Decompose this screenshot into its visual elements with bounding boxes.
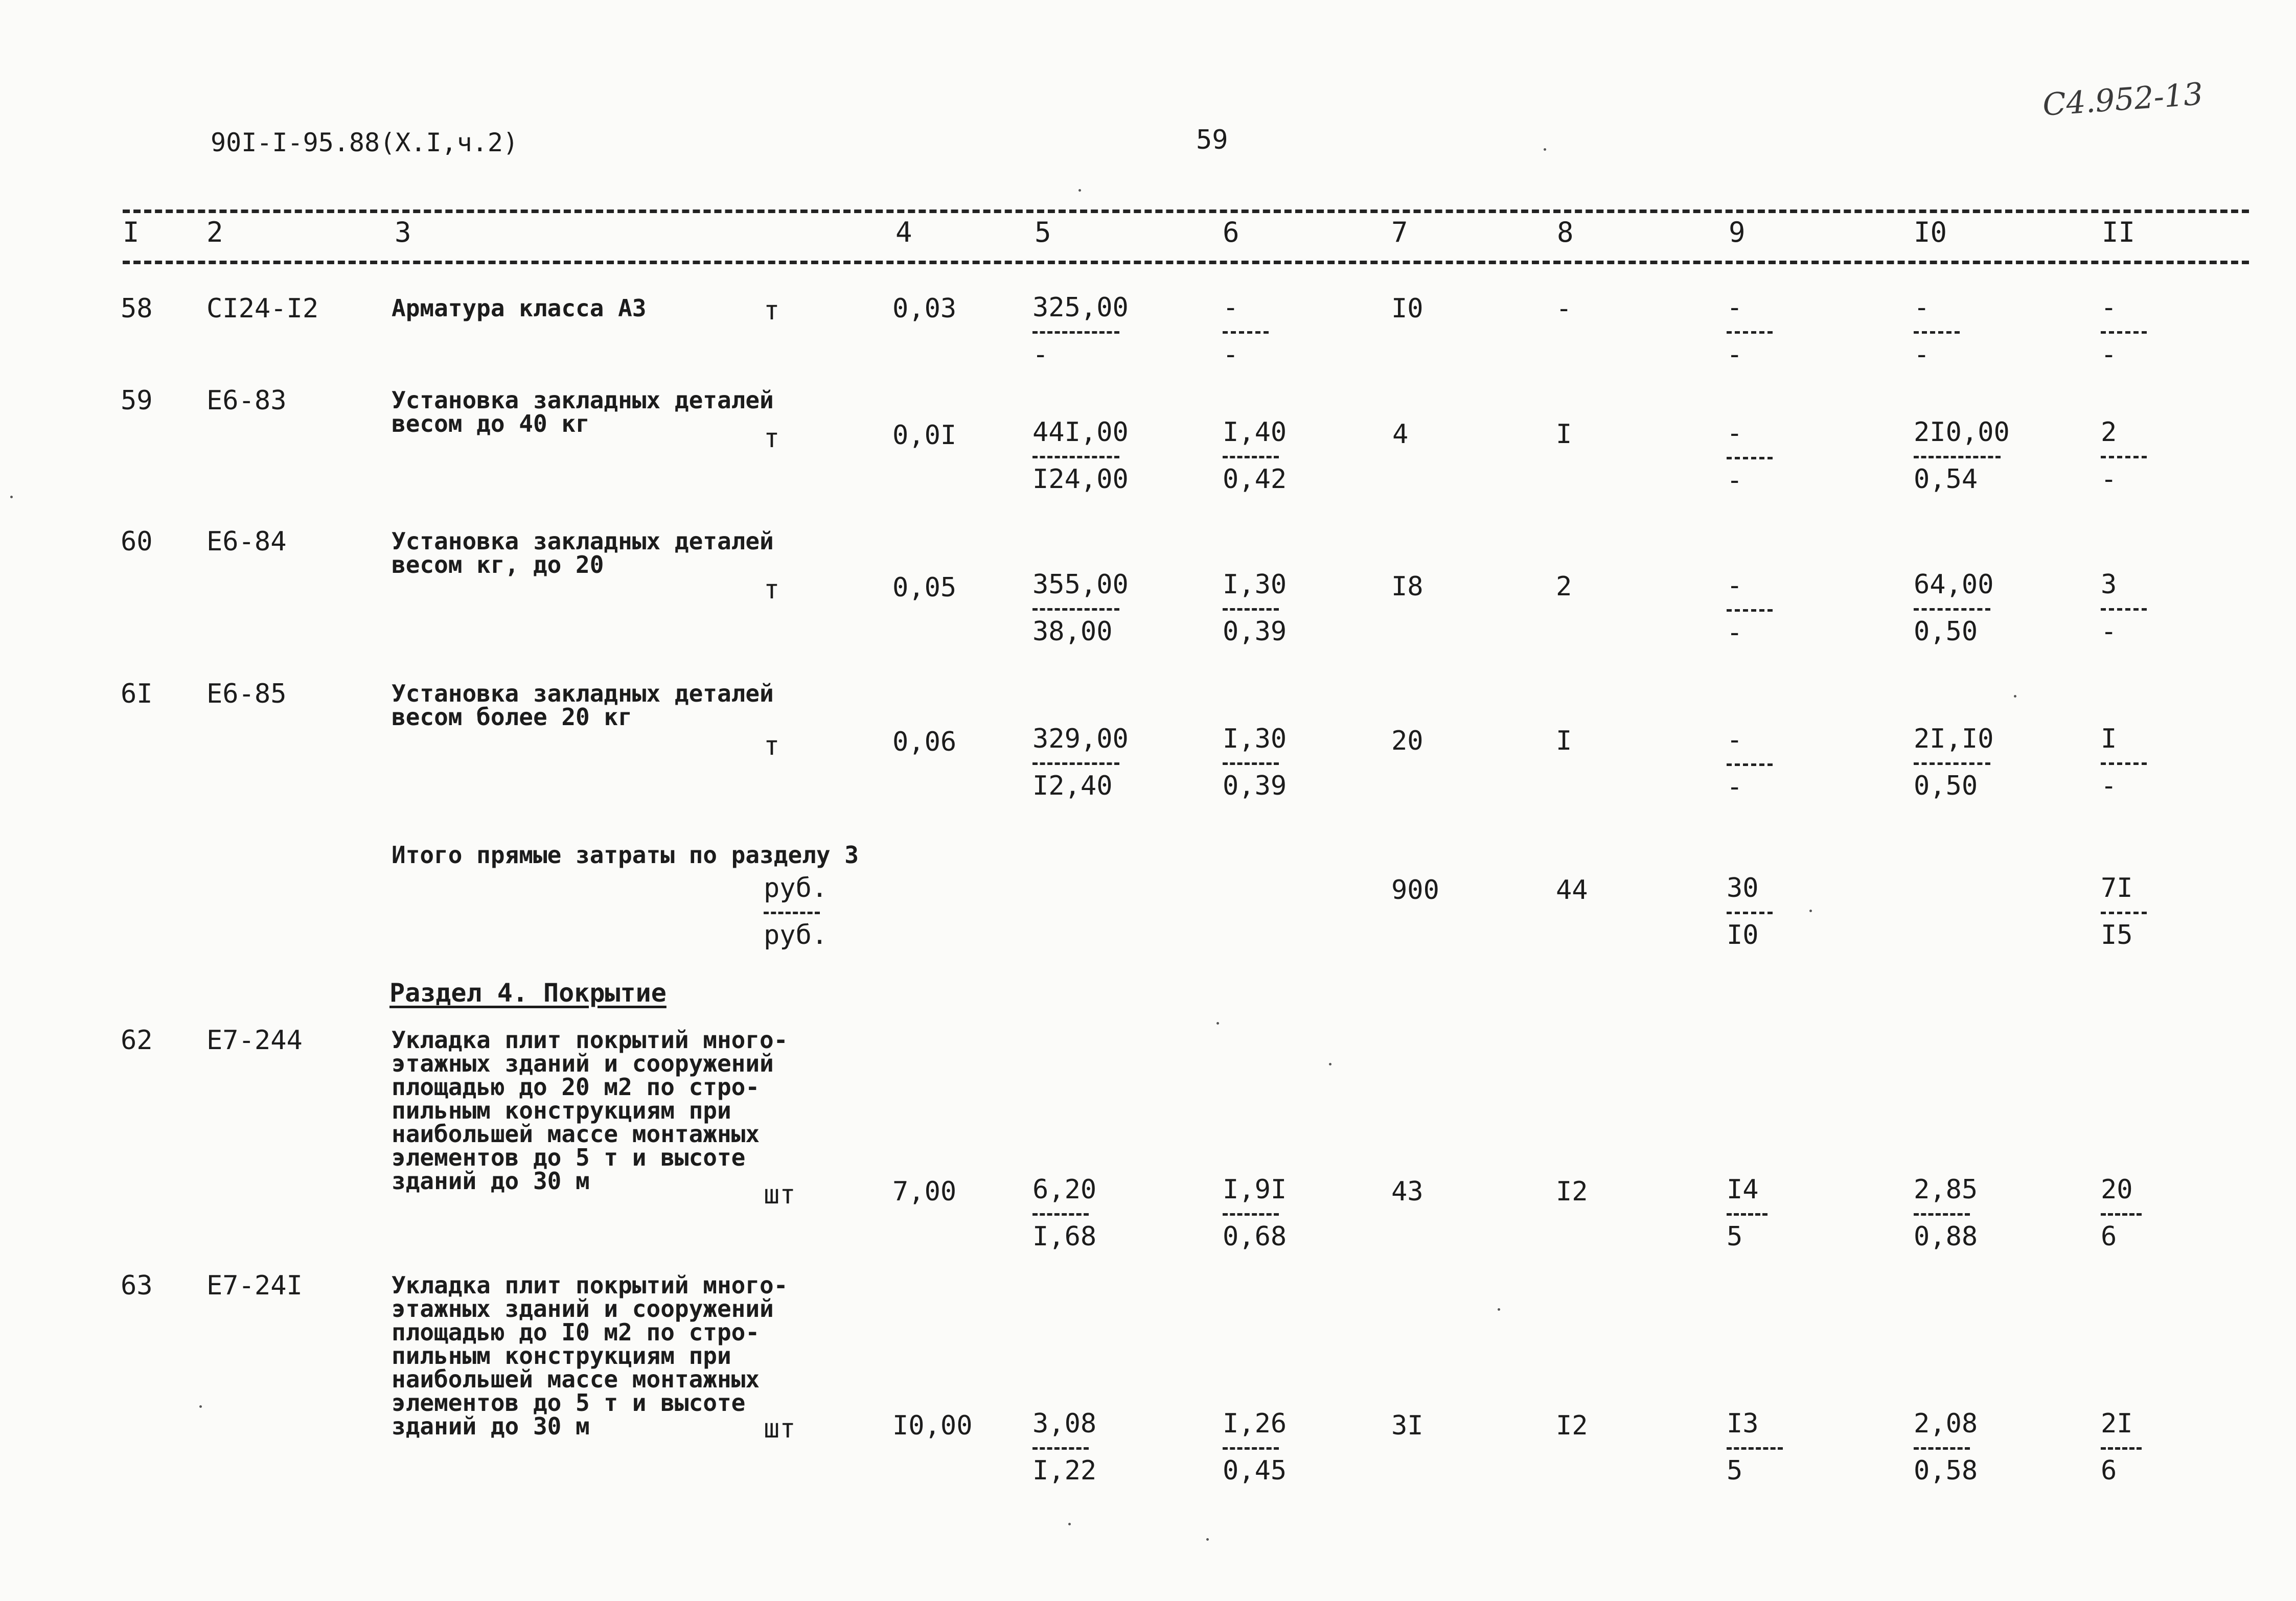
rate-code: Е6-85 <box>206 679 287 709</box>
fraction-top: - <box>1727 725 1743 755</box>
fraction-bottom: 0,45 <box>1223 1455 1287 1486</box>
fraction-bottom: 0,42 <box>1223 464 1287 495</box>
cost-col6 <box>1223 292 1320 370</box>
col8-value: I2 <box>1556 1176 1588 1207</box>
fraction-bar <box>2101 608 2147 611</box>
subtotal-label: Итого прямые затраты по разделу 3 <box>392 841 859 869</box>
fraction-bottom: - <box>1727 617 1743 648</box>
fraction-bar <box>1914 608 1990 611</box>
scan-speck <box>199 1405 202 1408</box>
col-header-10: I0 <box>1914 216 1947 248</box>
fraction-top: I4 <box>1727 1174 1759 1205</box>
rate-code: СI24-I2 <box>206 293 319 324</box>
cost-col10 <box>1914 569 2011 647</box>
fraction-top: I,40 <box>1223 417 1287 448</box>
fraction-top: руб. <box>764 873 828 903</box>
cost-col5 <box>1032 569 1130 647</box>
scan-speck <box>2014 695 2016 698</box>
fraction-bar <box>1727 1213 1767 1216</box>
work-description: Установка закладных деталей весом до 40 кг <box>392 386 774 437</box>
fraction-bottom: 6 <box>2101 1221 2117 1252</box>
fraction-bar <box>1223 1213 1279 1216</box>
col-header-5: 5 <box>1035 216 1051 248</box>
subtotal-col9 <box>1727 873 1824 950</box>
header-top-rule <box>123 210 2249 213</box>
cost-col6 <box>1223 724 1320 801</box>
fraction-bar <box>1727 457 1773 459</box>
fraction-bar <box>1914 1213 1970 1216</box>
fraction-top: - <box>1223 292 1239 323</box>
scan-speck <box>1498 1308 1500 1311</box>
scan-speck <box>1544 148 1546 151</box>
unit: т <box>764 295 780 326</box>
fraction-bar <box>1223 762 1279 765</box>
fraction-top: 2I <box>2101 1408 2133 1439</box>
fraction-bar <box>1032 762 1119 765</box>
fraction-bottom: - <box>1727 772 1743 802</box>
cost-col9 <box>1727 1408 1824 1486</box>
fraction-top: I,30 <box>1223 569 1287 600</box>
cost-col6 <box>1223 417 1320 495</box>
fraction-top: 2,85 <box>1914 1174 1978 1205</box>
fraction-bottom: I24,00 <box>1032 464 1129 495</box>
scan-speck <box>1068 1523 1071 1525</box>
fraction-bottom: I,22 <box>1032 1455 1097 1486</box>
fraction-bottom: - <box>1032 339 1049 370</box>
fraction-bottom: 0,50 <box>1914 771 1978 801</box>
scan-speck <box>10 496 13 498</box>
document-code: 90I-I-95.88(X.I,ч.2) <box>211 128 519 157</box>
rate-code: Е7-244 <box>206 1025 303 1056</box>
fraction-bar <box>2101 331 2147 334</box>
cost-col10 <box>1914 1174 2011 1252</box>
subtotal-col8: 44 <box>1556 875 1588 906</box>
fraction-top: I,9I <box>1223 1174 1287 1205</box>
fraction-top: 6,20 <box>1032 1174 1097 1205</box>
col-header-7: 7 <box>1391 216 1408 248</box>
col7-value: 3I <box>1391 1410 1423 1441</box>
cost-col9 <box>1727 292 1824 370</box>
fraction-bottom: - <box>2101 616 2117 647</box>
col7-value: I0 <box>1391 293 1423 324</box>
unit: т <box>764 574 780 605</box>
col-header-2: 2 <box>206 216 223 248</box>
fraction-top: - <box>1727 418 1743 449</box>
fraction-bottom: I0 <box>1727 920 1759 950</box>
fraction-bottom: - <box>1223 339 1239 370</box>
cost-col5 <box>1032 1174 1130 1252</box>
row-number: 63 <box>121 1270 153 1301</box>
fraction-bottom: I5 <box>2101 920 2133 950</box>
fraction-bar <box>1032 456 1119 458</box>
cost-col10 <box>1914 1408 2011 1486</box>
unit: шт <box>764 1413 796 1444</box>
fraction-bar <box>1727 763 1773 766</box>
cost-col10 <box>1914 292 2011 370</box>
fraction-top: I3 <box>1727 1408 1759 1439</box>
cost-col5 <box>1032 417 1130 495</box>
fraction-top: 329,00 <box>1032 724 1129 754</box>
cost-col11 <box>2101 724 2198 801</box>
quantity: 0,05 <box>892 572 957 603</box>
cost-col10 <box>1914 724 2011 801</box>
fraction-bottom: - <box>2101 339 2117 370</box>
col7-value: 20 <box>1391 726 1423 756</box>
fraction-bar <box>1032 331 1119 334</box>
cost-col10 <box>1914 417 2011 495</box>
fraction-bottom: 0,39 <box>1223 771 1287 801</box>
cost-col11 <box>2101 1174 2198 1252</box>
fraction-bottom: 0,68 <box>1223 1221 1287 1252</box>
work-description: Установка закладных деталей весом кг, до 20 <box>392 527 774 578</box>
unit: т <box>764 423 780 454</box>
fraction-top: 7I <box>2101 873 2133 903</box>
col-header-6: 6 <box>1223 216 1239 248</box>
unit: шт <box>764 1179 796 1210</box>
col-header-9: 9 <box>1729 216 1746 248</box>
cost-col11 <box>2101 292 2198 370</box>
fraction-bar <box>1032 1447 1089 1450</box>
work-description: Арматура класса А3 <box>392 294 647 322</box>
fraction-top: 64,00 <box>1914 569 1994 600</box>
work-description: Укладка плит покрытий много- этажных зданий и сооружений площадью до 20 м2 по стро- пильным конструкциям при наибольшей массе монтажных элементов до 5 т и высоте зданий до 30 м <box>392 1026 788 1195</box>
fraction-bottom: 0,39 <box>1223 616 1287 647</box>
scan-speck <box>1206 1538 1209 1541</box>
fraction-top: 2I0,00 <box>1914 417 2010 448</box>
rate-code: Е6-83 <box>206 385 287 416</box>
subtotal-unit <box>764 873 861 950</box>
fraction-bar <box>1914 456 2001 458</box>
quantity: I0,00 <box>892 1410 973 1441</box>
scan-speck <box>1329 1063 1331 1065</box>
cost-col6 <box>1223 1174 1320 1252</box>
fraction-top: 20 <box>2101 1174 2133 1205</box>
header-bottom-rule <box>123 261 2249 264</box>
fraction-top: - <box>1727 292 1743 323</box>
section-title: Раздел 4. Покрытие <box>389 978 667 1008</box>
fraction-bar <box>2101 1213 2142 1216</box>
fraction-bottom: 0,88 <box>1914 1221 1978 1252</box>
work-description: Укладка плит покрытий много- этажных зданий и сооружений площадью до I0 м2 по стро- пильным конструкциям при наибольшей массе монтажных элементов до 5 т и высоте зданий до 30 м <box>392 1271 788 1440</box>
fraction-bar <box>2101 1447 2142 1450</box>
fraction-top: I <box>2101 724 2117 754</box>
col-header-4: 4 <box>896 216 912 248</box>
scan-speck <box>1078 189 1081 192</box>
archive-stamp: С4.952-13 <box>2041 76 2205 123</box>
fraction-bar <box>2101 762 2147 765</box>
fraction-top: I,26 <box>1223 1408 1287 1439</box>
fraction-bar <box>1223 1447 1279 1450</box>
fraction-bar <box>1223 331 1269 334</box>
fraction-bar <box>1727 609 1773 612</box>
fraction-bottom: 5 <box>1727 1221 1743 1252</box>
col8-value: I <box>1556 419 1572 450</box>
row-number: 59 <box>121 385 153 416</box>
cost-col11 <box>2101 1408 2198 1486</box>
cost-col5 <box>1032 292 1130 370</box>
quantity: 7,00 <box>892 1176 957 1207</box>
fraction-bottom: - <box>1727 465 1743 496</box>
fraction-top: 2I,I0 <box>1914 724 1994 754</box>
fraction-bottom: - <box>1914 339 1930 370</box>
cost-col6 <box>1223 569 1320 647</box>
fraction-top: - <box>1727 570 1743 601</box>
row-number: 62 <box>121 1025 153 1056</box>
subtotal-col11 <box>2101 873 2198 950</box>
col7-value: I8 <box>1391 571 1423 602</box>
col8-value: - <box>1556 293 1572 324</box>
quantity: 0,0I <box>892 420 957 451</box>
fraction-bottom: 0,50 <box>1914 616 1978 647</box>
fraction-bottom: 38,00 <box>1032 616 1113 647</box>
col7-value: 4 <box>1392 419 1409 450</box>
cost-col11 <box>2101 569 2198 647</box>
fraction-bar <box>1727 1447 1783 1450</box>
quantity: 0,03 <box>892 293 957 324</box>
fraction-bar <box>1914 1447 1970 1450</box>
fraction-bar <box>1914 762 1990 765</box>
fraction-bar <box>1223 456 1279 458</box>
rate-code: Е6-84 <box>206 526 287 557</box>
fraction-bottom: I2,40 <box>1032 771 1113 801</box>
cost-col5 <box>1032 1408 1130 1486</box>
row-number: 58 <box>121 293 153 324</box>
fraction-bottom: I,68 <box>1032 1221 1097 1252</box>
col-header-11: II <box>2102 216 2136 248</box>
fraction-bar <box>2101 912 2147 914</box>
fraction-top: - <box>2101 292 2117 323</box>
fraction-bottom: - <box>2101 464 2117 495</box>
fraction-bottom: руб. <box>764 920 828 950</box>
cost-col5 <box>1032 724 1130 801</box>
fraction-bottom: 6 <box>2101 1455 2117 1486</box>
fraction-top: 355,00 <box>1032 569 1129 600</box>
fraction-top: 325,00 <box>1032 292 1129 323</box>
fraction-bar <box>1032 1213 1089 1216</box>
fraction-bottom: - <box>2101 771 2117 801</box>
unit: т <box>764 731 780 761</box>
scan-speck <box>1216 1022 1219 1025</box>
page-number: 59 <box>1196 125 1228 155</box>
cost-col9 <box>1727 570 1824 648</box>
fraction-top: - <box>1914 292 1930 323</box>
scan-speck <box>1809 910 1812 912</box>
fraction-bottom: - <box>1727 339 1743 370</box>
col7-value: 43 <box>1391 1176 1423 1207</box>
fraction-bottom: 0,58 <box>1914 1455 1978 1486</box>
col-header-3: 3 <box>395 216 411 248</box>
col8-value: I <box>1556 726 1572 756</box>
fraction-top: I,30 <box>1223 724 1287 754</box>
fraction-top: 44I,00 <box>1032 417 1129 448</box>
fraction-bar <box>1727 331 1773 334</box>
fraction-top: 30 <box>1727 873 1759 903</box>
fraction-bar <box>1032 608 1119 611</box>
col8-value: I2 <box>1556 1410 1588 1441</box>
fraction-top: 2,08 <box>1914 1408 1978 1439</box>
subtotal-col7: 900 <box>1391 875 1439 906</box>
fraction-bar <box>2101 456 2147 458</box>
fraction-top: 2 <box>2101 417 2117 448</box>
cost-col9 <box>1727 418 1824 496</box>
fraction-bar <box>1914 331 1960 334</box>
quantity: 0,06 <box>892 727 957 757</box>
fraction-top: 3 <box>2101 569 2117 600</box>
cost-col6 <box>1223 1408 1320 1486</box>
fraction-bottom: 5 <box>1727 1455 1743 1486</box>
cost-col9 <box>1727 725 1824 802</box>
col-header-8: 8 <box>1557 216 1574 248</box>
fraction-top: 3,08 <box>1032 1408 1097 1439</box>
fraction-bar <box>1727 912 1773 914</box>
fraction-bottom: 0,54 <box>1914 464 1978 495</box>
cost-col11 <box>2101 417 2198 495</box>
col-header-1: I <box>123 216 140 248</box>
row-number: 60 <box>121 526 153 557</box>
work-description: Установка закладных деталей весом более 20 кг <box>392 680 774 731</box>
fraction-bar <box>1223 608 1279 611</box>
col8-value: 2 <box>1556 571 1572 602</box>
cost-col9 <box>1727 1174 1824 1252</box>
fraction-bar <box>764 912 820 914</box>
row-number: 6I <box>121 679 153 709</box>
rate-code: Е7-24I <box>206 1270 303 1301</box>
